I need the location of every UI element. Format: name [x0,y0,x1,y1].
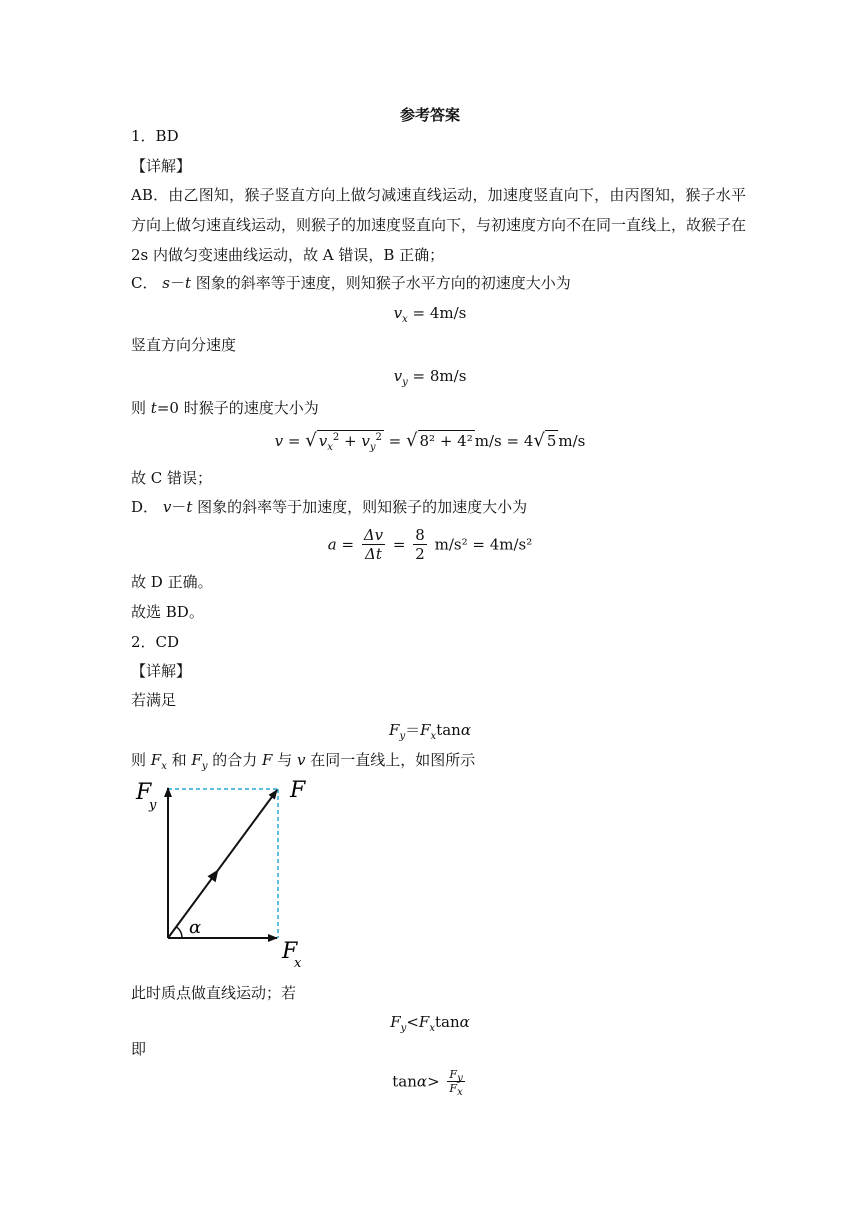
sqrt-symbol-2: √ [406,430,418,451]
d-prefix: D． [131,498,159,516]
equation-fy-eq [0,720,860,740]
eq3-den-x: x [457,1087,463,1099]
alpha-arc [176,927,182,938]
sqrt-vy: v [361,432,370,450]
resultant-arrow [168,790,277,938]
d-text: 图象的斜率等于加速度，则知猴子的加速度大小为 [197,498,528,516]
equation-vy [0,366,860,386]
vx-v: v [393,304,403,322]
accel-fraction-2 [413,526,427,563]
eq3-gt: > [427,1072,440,1091]
l2-y: y [201,761,208,772]
eq1-y: y [399,731,406,742]
sqrt-numbers: 8² + 4² [419,432,473,450]
ji-label: 即 [131,1040,147,1058]
equation-fy-lt [0,1012,860,1032]
vy-rhs: = 8m/s [412,367,467,385]
resultant-statement [131,750,760,770]
resultant-mid-arrowhead [208,869,219,882]
equation-tan-gt [0,1068,860,1099]
sqrt-sq2: 2 [375,432,382,443]
d-dash: － [171,498,187,516]
equation-vx [0,303,860,323]
c-t-symbol: t [184,274,192,292]
eq1-F: F [389,721,400,739]
accel-den1: Δt [365,545,382,563]
equation-speed [0,430,860,451]
sqrt-symbol-3: √ [533,430,545,451]
l2-a: 则 [131,751,151,769]
eq3-fraction [447,1068,464,1099]
c-dash: － [169,274,185,292]
sqrt-plus: + [344,432,357,450]
eq2-y: y [400,1023,407,1034]
label-fx-sub: x [294,956,302,971]
q1-detail-label: 【详解】 [131,157,192,175]
straight-motion-statement: 此时质点做直线运动；若 [131,984,297,1002]
eq1-x: x [430,731,437,742]
d-t-symbol: t [186,498,193,516]
accel-fraction-1 [362,526,385,563]
t0-prefix: 则 [131,399,151,417]
eq3-num-y: y [457,1073,463,1085]
force-diagram [130,775,320,975]
q1-d-statement [131,497,760,517]
sqrt-x: x [327,442,333,453]
sqrt-vx: v [318,432,328,450]
accel-lhs: a = [327,535,355,554]
t0-text: =0 时猴子的速度大小为 [156,399,319,417]
eq1-alpha: α [460,721,471,739]
l2-c: 与 [272,751,297,769]
eq3-tan: tan [392,1072,417,1091]
eq3-num-F: F [449,1068,458,1081]
page-title: 参考答案 [399,106,460,124]
if-satisfy: 若满足 [131,691,177,709]
eq1-mid: ＝ [405,721,421,739]
eq2-alpha: α [459,1013,470,1031]
l2-F2: F [191,751,202,769]
accel-den2: 2 [415,545,425,563]
eq2-lt: < [406,1013,419,1031]
l2-x: x [161,761,167,772]
l2-F1: F [150,751,162,769]
q1-answer: 1．BD [131,127,179,145]
q1-c-statement [131,273,760,293]
l2-and: 和 [166,751,192,769]
eq1-F2: F [420,721,431,739]
speed-eq: = [287,432,301,450]
t0-t: t [150,399,157,417]
label-alpha: α [189,917,202,938]
sqrt-symbol: √ [305,430,317,451]
vx-rhs: = 4m/s [412,304,467,322]
equation-acceleration [0,526,860,563]
c-conclusion: 故 C 错误； [131,469,213,487]
label-fy: F [136,780,152,805]
l2-F3: F [262,751,273,769]
eq1-tan: tan [436,721,461,739]
speed-unit: m/s = 4 [474,432,534,450]
t0-statement [131,398,760,418]
q1-ab-explanation: AB．由乙图知，猴子竖直方向上做匀减速直线运动，加速度竖直向下，由丙图知，猴子水平方向上做匀速直线运动，则猴子的加速度竖直向下，与初速度方向不在同一直线上，故猴子在 2s 内做匀变速曲线运动，故 A 错误，B 正确； [131,186,747,264]
q2-answer: 2．CD [131,633,180,651]
speed-unit-2: m/s [558,432,586,450]
accel-eq: = [392,535,406,554]
sqrt-five: 5 [546,432,557,450]
eq2-F2: F [418,1013,430,1031]
eq3-alpha: α [416,1072,428,1091]
vy-v: v [393,367,403,385]
sqrt-y: y [369,442,376,453]
accel-num2: 8 [415,526,425,544]
vy-sub: y [402,377,408,388]
label-fy-sub: y [149,798,157,813]
speed-eq2: = [388,432,402,450]
c-text: 图象的斜率等于速度，则知猴子水平方向的初速度大小为 [195,274,571,292]
accel-num1: Δv [363,526,384,544]
vertical-component-label: 竖直方向分速度 [131,336,237,354]
sqrt-components [317,430,384,451]
d-v-symbol: v [162,498,172,516]
label-f: F [290,778,306,803]
l2-d: 在同一直线上，如图所示 [305,751,476,769]
q2-detail-label: 【详解】 [131,662,192,680]
eq2-x: x [429,1023,435,1034]
q1-final-answer: 故选 BD。 [131,603,204,621]
eq3-den-F: F [449,1082,458,1095]
vx-sub: x [402,314,408,325]
l2-b: 的合力 [207,751,263,769]
speed-lhs: v [274,432,284,450]
label-fx: F [282,939,298,964]
c-prefix: C． [131,274,158,292]
d-conclusion: 故 D 正确。 [131,573,213,591]
eq2-tan: tan [434,1013,460,1031]
sqrt-sq1: 2 [332,432,340,443]
accel-rhs: m/s² = 4m/s² [434,535,533,554]
eq2-F: F [390,1013,401,1031]
eq3-denominator [447,1082,464,1099]
c-s-symbol: s [162,274,170,292]
l2-v: v [296,751,306,769]
eq3-numerator [447,1068,464,1085]
